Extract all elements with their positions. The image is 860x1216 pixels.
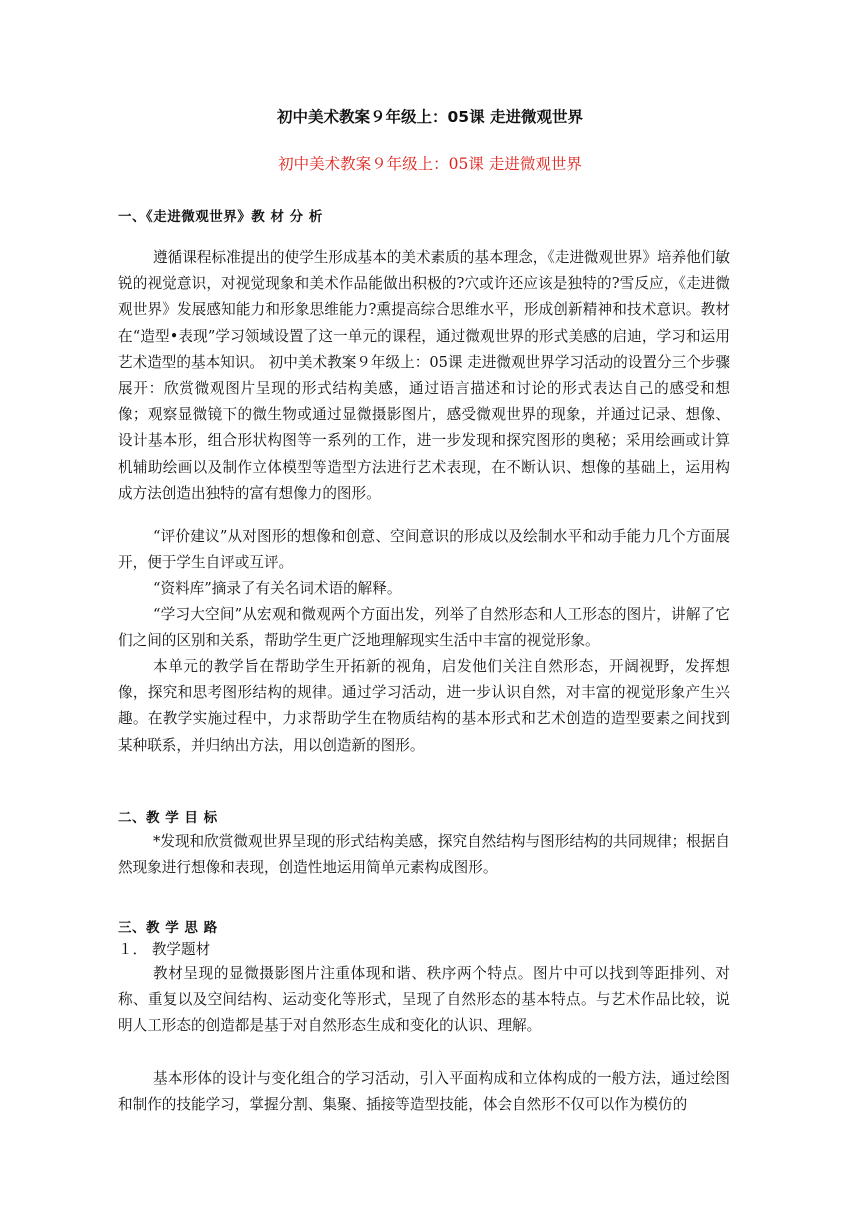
section1-paragraph-1: 遵循课程标准提出的使学生形成基本的美术素质的基本理念，《走进微观世界》培养他们敏锐的视觉意识，对视觉现象和美术作品能做出积极的?穴或许还应该是独特的?雪反应，《走进微观世界》发展感知能力和形象思维能力?熏提高综合思维水平，形成创新精神和技术意识。教材在“造型•表现”学习领域设置了这一单元的课程，通过微观世界的形式美感的启迪，学习和运用艺术造型的基本知识。 初中美术教案９年级上：05课 走进微观世界学习活动的设置分三个步骤展开：欣赏微观图片呈现的形式结构美感，通过语言描述和讨论的形式表达自己的感受和想像；观察显微镜下的微生物或通过显微摄影图片，感受微观世界的现象，并通过记录、想像、设计基本形，组合形状构图等一系列的工作，进一步发现和探究图形的奥秘；采用绘画或计算机辅助绘画以及制作立体模型等造型方法进行艺术表现，在不断认识、想像的基础上，运用构成方法创造出独特的富有想像力的图形。 bbox=[118, 249, 730, 502]
document-subtitle: 初中美术教案９年级上：05课 走进微观世界 bbox=[278, 155, 582, 173]
section3-item-1: １． 教学题材 bbox=[118, 941, 211, 958]
section1-paragraph-4: “学习大空间”从宏观和微观两个方面出发，列举了自然形态和人工形态的图片，讲解了它们之间的区别和关系，帮助学生更广泛地理解现实生活中丰富的视觉形象。 bbox=[118, 606, 730, 650]
section1-heading: 一、《走进微观世界》教 材 分 析 bbox=[118, 209, 323, 225]
document-title: 初中美术教案９年级上：05课 走进微观世界 bbox=[277, 108, 583, 126]
section2-heading: 二、教 学 目 标 bbox=[118, 810, 218, 826]
section3-paragraph-1: 教材呈现的显微摄影图片注重体现和谐、秩序两个特点。图片中可以找到等距排列、对称、重复以及空间结构、运动变化等形式，呈现了自然形态的基本特点。与艺术作品比较，说明人工形态的创造都是基于对自然形态生成和变化的认识、理解。 bbox=[118, 965, 730, 1035]
section3-paragraph-2: 基本形体的设计与变化组合的学习活动，引入平面构成和立体构成的一般方法，通过绘图和制作的技能学习，掌握分割、集聚、插接等造型技能，体会自然形不仅可以作为模仿的 bbox=[118, 1070, 730, 1114]
section1-paragraph-3: “资料库”摘录了有关名词术语的解释。 bbox=[153, 580, 402, 597]
section1-paragraph-2: “评价建议”从对图形的想像和创意、空间意识的形成以及绘制水平和动手能力几个方面展开，便于学生自评或互评。 bbox=[118, 528, 730, 572]
section1-paragraph-5: 本单元的教学旨在帮助学生开拓新的视角，启发他们关注自然形态，开阔视野，发挥想像，探究和思考图形结构的规律。通过学习活动，进一步认识自然，对丰富的视觉形象产生兴趣。在教学实施过程中，力求帮助学生在物质结构的基本形式和艺术创造的造型要素之间找到某种联系，并归纳出方法，用以创造新的图形。 bbox=[118, 658, 730, 754]
section3-heading: 三、教 学 思 路 bbox=[118, 920, 218, 936]
section2-paragraph-1: *发现和欣赏微观世界呈现的形式结构美感，探究自然结构与图形结构的共同规律；根据自然现象进行想像和表现，创造性地运用简单元素构成图形。 bbox=[118, 833, 730, 877]
